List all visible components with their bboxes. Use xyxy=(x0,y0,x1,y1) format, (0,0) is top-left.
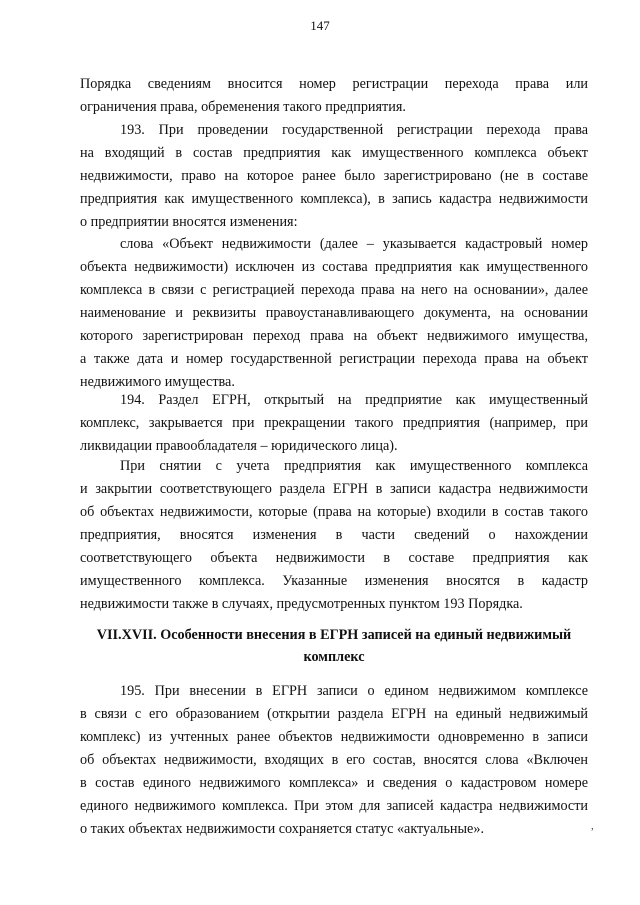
text-line: ограничения права, обременения такого предприятия. xyxy=(80,99,406,115)
text-line: и закрытии соответствующего раздела ЕГРН в записи кадастра недвижимости xyxy=(80,481,588,497)
paragraph-removal xyxy=(80,455,588,616)
text-line: слова «Объект недвижимости (далее – указывается кадастровый номер xyxy=(120,236,588,252)
text-line: на входящий в состав предприятия как имущественного комплекса объект xyxy=(80,145,588,161)
text-line: комплекс) из учтенных ранее объектов недвижимости одновременно в записи xyxy=(80,729,588,745)
text-line: Порядка сведениям вносится номер регистрации перехода права или xyxy=(80,76,588,92)
text-line: ликвидации правообладателя – юридического лица). xyxy=(80,438,398,454)
text-line: предприятия, вносятся изменения в части сведений о нахождении xyxy=(80,527,588,543)
text-line: недвижимого имущества. xyxy=(80,374,235,390)
text-line: в связи с его образованием (открытии раздела ЕГРН на единый недвижимый xyxy=(80,706,588,722)
text-line: об объектах недвижимости, которые (права на которые) входили в состав такого xyxy=(80,504,588,520)
paragraph-intro xyxy=(80,73,588,119)
page-number: 147 xyxy=(310,18,330,33)
text-line: комплекс, закрывается при прекращении такого предприятия (например, при xyxy=(80,415,588,431)
heading-line: VII.XVII. Особенности внесения в ЕГРН записей на единый недвижимый xyxy=(96,627,572,643)
section-heading xyxy=(80,624,588,668)
text-line: наименование и реквизиты правоустанавливающего документа, на основании xyxy=(80,305,588,321)
scan-mark: , xyxy=(591,820,594,832)
text-line: недвижимости, право на которое ранее было зарегистрировано (не в составе xyxy=(80,168,588,184)
paragraph-193 xyxy=(80,119,588,234)
text-line: соответствующего объекта недвижимости в составе предприятия как xyxy=(80,550,588,566)
text-line: о предприятии вносятся изменения: xyxy=(80,214,298,230)
text-line: предприятия как имущественного комплекса), в запись кадастра недвижимости xyxy=(80,191,588,207)
text-line: 195. При внесении в ЕГРН записи о едином недвижимом комплексе xyxy=(120,683,588,699)
text-line: в состав единого недвижимого комплекса» и сведения о кадастровом номере xyxy=(80,775,588,791)
text-line: о таких объектах недвижимости сохраняется статус «актуальные». xyxy=(80,821,484,837)
text-line: комплекса в связи с регистрацией перехода права на него на основании», далее xyxy=(80,282,588,298)
text-line: При снятии с учета предприятия как имущественного комплекса xyxy=(120,458,588,474)
text-line: об объектах недвижимости, входящих в его состав, вносятся слова «Включен xyxy=(80,752,588,768)
paragraph-words xyxy=(80,233,588,394)
text-line: 193. При проведении государственной регистрации перехода права xyxy=(120,122,588,138)
text-line: имущественного комплекса. Указанные изменения вносятся в кадастр xyxy=(80,573,588,589)
paragraph-195 xyxy=(80,680,588,841)
paragraph-194 xyxy=(80,389,588,458)
text-line: а также дата и номер государственной регистрации перехода права на объект xyxy=(80,351,588,367)
text-line: недвижимости также в случаях, предусмотренных пунктом 193 Порядка. xyxy=(80,596,523,612)
heading-line: комплекс xyxy=(303,649,365,665)
text-line: которого зарегистрирован переход права на объект недвижимого имущества, xyxy=(80,328,588,344)
text-line: единого недвижимого комплекса. При этом для записей кадастра недвижимости xyxy=(80,798,588,814)
text-line: объекта недвижимости) исключен из состава предприятия как имущественного xyxy=(80,259,588,275)
text-line: 194. Раздел ЕГРН, открытый на предприятие как имущественный xyxy=(120,392,588,408)
